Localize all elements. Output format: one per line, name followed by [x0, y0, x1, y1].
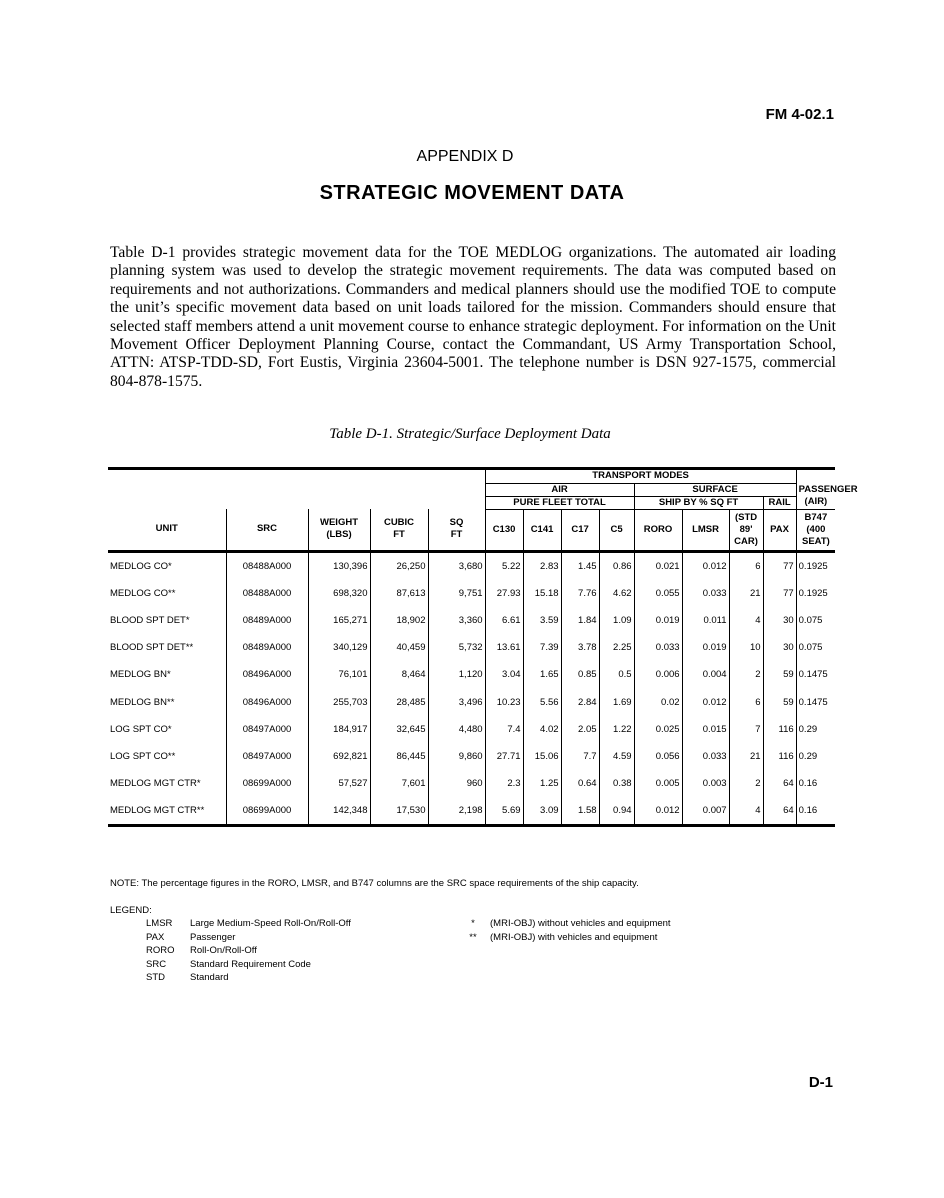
cell-sq: 3,496 — [428, 688, 485, 715]
cell-rail: 2 — [729, 770, 763, 797]
cell-c130: 6.61 — [485, 607, 523, 634]
cell-weight: 130,396 — [308, 551, 370, 580]
cell-c17: 1.45 — [561, 551, 599, 580]
cell-weight: 698,320 — [308, 580, 370, 607]
passenger-air-header: (AIR) — [796, 496, 835, 509]
cell-cubic: 86,445 — [370, 743, 428, 770]
cell-c5: 4.62 — [599, 580, 634, 607]
col-cubic: CUBIC FT — [370, 509, 428, 551]
cell-unit: MEDLOG BN* — [110, 669, 171, 681]
transport-modes-header: TRANSPORT MODES — [485, 469, 796, 484]
cell-c130: 3.04 — [485, 661, 523, 688]
col-b747: B747 (400 SEAT) — [796, 509, 835, 551]
cell-c130: 5.69 — [485, 797, 523, 826]
cell-pax: 77 — [763, 580, 796, 607]
cell-unit: MEDLOG CO* — [110, 560, 172, 572]
cell-roro: 0.033 — [634, 634, 682, 661]
appendix-label: APPENDIX D — [416, 148, 514, 165]
table-row — [108, 688, 835, 715]
cell-lmsr: 0.007 — [682, 797, 729, 826]
col-roro: RORO — [634, 509, 682, 551]
cell-lmsr: 0.033 — [682, 743, 729, 770]
cell-c130: 27.71 — [485, 743, 523, 770]
cell-sq: 5,732 — [428, 634, 485, 661]
cell-src: 08489A000 — [226, 607, 308, 634]
col-sq: SQ FT — [428, 509, 485, 551]
cell-c17: 2.84 — [561, 688, 599, 715]
col-rail-std: (STD 89' CAR) — [729, 509, 763, 551]
cell-unit: LOG SPT CO* — [110, 723, 172, 735]
cell-c141: 2.83 — [523, 551, 561, 580]
col-c130: C130 — [485, 509, 523, 551]
cell-lmsr: 0.012 — [682, 551, 729, 580]
col-src: SRC — [226, 509, 308, 551]
air-header: AIR — [485, 483, 634, 496]
cell-c141: 7.39 — [523, 634, 561, 661]
legend-item: PAX Passenger — [146, 931, 236, 943]
cell-roro: 0.005 — [634, 770, 682, 797]
cell-cubic: 8,464 — [370, 661, 428, 688]
cell-unit: MEDLOG MGT CTR** — [108, 797, 226, 826]
cell-c17: 1.58 — [561, 797, 599, 826]
cell-c141: 5.56 — [523, 688, 561, 715]
cell-c130: 10.23 — [485, 688, 523, 715]
cell-rail: 21 — [729, 743, 763, 770]
cell-weight: 692,821 — [308, 743, 370, 770]
cell-cubic: 87,613 — [370, 580, 428, 607]
cell-pax: 64 — [763, 770, 796, 797]
cell-roro: 0.025 — [634, 716, 682, 743]
cell-b747: 0.075 — [796, 634, 835, 661]
cell-sq: 2,198 — [428, 797, 485, 826]
cell-roro: 0.012 — [634, 797, 682, 826]
legend-item: STD Standard — [146, 972, 229, 984]
cell-roro: 0.02 — [634, 688, 682, 715]
table-row — [108, 551, 835, 580]
cell-cubic: 40,459 — [370, 634, 428, 661]
cell-src: 08497A000 — [226, 743, 308, 770]
cell-weight: 184,917 — [308, 716, 370, 743]
table-row — [108, 634, 835, 661]
passenger-header: PASSENGER — [796, 469, 835, 497]
cell-b747: 0.16 — [796, 797, 835, 826]
cell-c17: 0.64 — [561, 770, 599, 797]
col-unit: UNIT — [108, 509, 226, 551]
col-lmsr: LMSR — [682, 509, 729, 551]
cell-c17: 7.76 — [561, 580, 599, 607]
legend-marker-symbol: * — [471, 918, 475, 929]
cell-lmsr: 0.033 — [682, 580, 729, 607]
cell-c5: 2.25 — [599, 634, 634, 661]
cell-lmsr: 0.011 — [682, 607, 729, 634]
cell-unit: MEDLOG BN** — [110, 696, 175, 708]
cell-sq: 9,860 — [428, 743, 485, 770]
col-c5: C5 — [599, 509, 634, 551]
cell-cubic: 32,645 — [370, 716, 428, 743]
cell-c5: 0.94 — [599, 797, 634, 826]
cell-lmsr: 0.012 — [682, 688, 729, 715]
cell-unit: BLOOD SPT DET* — [110, 614, 190, 626]
cell-lmsr: 0.004 — [682, 661, 729, 688]
table-body — [108, 551, 835, 826]
cell-weight: 340,129 — [308, 634, 370, 661]
cell-c17: 7.7 — [561, 743, 599, 770]
cell-lmsr: 0.015 — [682, 716, 729, 743]
rail-header: RAIL — [763, 496, 796, 509]
cell-c5: 0.5 — [599, 661, 634, 688]
cell-src: 08699A000 — [226, 770, 308, 797]
cell-pax: 59 — [763, 688, 796, 715]
ship-by-sq-ft-header: SHIP BY % SQ FT — [634, 496, 763, 509]
cell-pax: 30 — [763, 607, 796, 634]
cell-weight: 57,527 — [308, 770, 370, 797]
cell-pax: 116 — [763, 743, 796, 770]
cell-unit: LOG SPT CO** — [110, 750, 176, 762]
cell-rail: 6 — [729, 551, 763, 580]
cell-pax: 59 — [763, 661, 796, 688]
cell-pax: 64 — [763, 797, 796, 826]
legend-marker-meaning: (MRI-OBJ) with vehicles and equipment — [490, 932, 658, 943]
table-row — [108, 716, 835, 743]
cell-roro: 0.019 — [634, 607, 682, 634]
table-row — [108, 770, 835, 797]
cell-c141: 15.06 — [523, 743, 561, 770]
cell-src: 08489A000 — [226, 634, 308, 661]
cell-rail: 10 — [729, 634, 763, 661]
cell-b747: 0.29 — [796, 743, 835, 770]
cell-unit: MEDLOG CO** — [110, 587, 176, 599]
table-row — [108, 661, 835, 688]
cell-pax: 116 — [763, 716, 796, 743]
cell-c5: 4.59 — [599, 743, 634, 770]
table-row — [108, 743, 835, 770]
table-row — [108, 797, 835, 826]
cell-src: 08496A000 — [226, 688, 308, 715]
document-id: FM 4-02.1 — [765, 106, 834, 123]
cell-roro: 0.006 — [634, 661, 682, 688]
cell-c17: 1.84 — [561, 607, 599, 634]
col-weight: WEIGHT (LBS) — [308, 509, 370, 551]
legend-marker-symbol: ** — [469, 932, 477, 943]
legend-item: RORO Roll-On/Roll-Off — [146, 945, 257, 957]
cell-c5: 0.86 — [599, 551, 634, 580]
pure-fleet-total-header: PURE FLEET TOTAL — [485, 496, 634, 509]
deployment-table — [108, 467, 858, 827]
legend-marker-meaning: (MRI-OBJ) without vehicles and equipment — [490, 918, 671, 929]
page-title: STRATEGIC MOVEMENT DATA — [319, 182, 625, 204]
cell-c5: 1.69 — [599, 688, 634, 715]
legend-item: LMSR Large Medium-Speed Roll-On/Roll-Off — [146, 918, 351, 929]
cell-b747: 0.075 — [796, 607, 835, 634]
cell-c141: 3.59 — [523, 607, 561, 634]
table-row — [108, 580, 835, 607]
cell-c141: 1.65 — [523, 661, 561, 688]
cell-sq: 9,751 — [428, 580, 485, 607]
table-row — [108, 607, 835, 634]
cell-cubic: 7,601 — [370, 770, 428, 797]
legend-label: LEGEND: — [110, 905, 152, 916]
cell-src: 08496A000 — [226, 661, 308, 688]
cell-roro: 0.021 — [634, 551, 682, 580]
cell-c130: 7.4 — [485, 716, 523, 743]
cell-sq: 3,680 — [428, 551, 485, 580]
cell-b747: 0.1475 — [796, 661, 835, 688]
cell-rail: 6 — [729, 688, 763, 715]
cell-c130: 2.3 — [485, 770, 523, 797]
cell-b747: 0.1475 — [796, 688, 835, 715]
cell-sq: 1,120 — [428, 661, 485, 688]
cell-unit: MEDLOG MGT CTR* — [110, 778, 201, 790]
cell-b747: 0.1925 — [796, 580, 835, 607]
table-note: NOTE: The percentage figures in the RORO, LMSR, and B747 columns are the SRC space requirements of the ship capacity. — [110, 878, 639, 889]
cell-src: 08497A000 — [226, 716, 308, 743]
cell-c17: 0.85 — [561, 661, 599, 688]
cell-cubic: 17,530 — [370, 797, 428, 826]
cell-weight: 76,101 — [308, 661, 370, 688]
cell-c5: 1.22 — [599, 716, 634, 743]
cell-cubic: 28,485 — [370, 688, 428, 715]
legend-item: SRC Standard Requirement Code — [146, 958, 311, 970]
cell-c17: 3.78 — [561, 634, 599, 661]
cell-src: 08488A000 — [226, 580, 308, 607]
cell-c141: 1.25 — [523, 770, 561, 797]
intro-paragraph: Table D-1 provides strategic movement data for the TOE MEDLOG organizations. The automated air loading planning system was used to develop the strategic movement requirements. The data was computed based on requirements and not authorizations. Commanders and medical planners should use the modified TOE to compute the unit’s specific movement data based on unit loads tailored for the mission. Commanders should ensure that selected staff members attend a unit movement course to enhance strategic deployment. For information on the Unit Movement Officer Deployment Planning Course, contact the Commandant, US Army Transportation School, ATTN: ATSP-TDD-SD, Fort Eustis, Virginia 23604-5001. The telephone number is DSN 927-1575, commercial 804-878-1575. — [110, 244, 836, 390]
cell-cubic: 26,250 — [370, 551, 428, 580]
cell-c141: 4.02 — [523, 716, 561, 743]
cell-sq: 4,480 — [428, 716, 485, 743]
cell-roro: 0.056 — [634, 743, 682, 770]
cell-c141: 3.09 — [523, 797, 561, 826]
deployment-table-container — [108, 467, 858, 827]
cell-roro: 0.055 — [634, 580, 682, 607]
cell-b747: 0.16 — [796, 770, 835, 797]
col-c141: C141 — [523, 509, 561, 551]
cell-weight: 165,271 — [308, 607, 370, 634]
col-c17: C17 — [561, 509, 599, 551]
cell-rail: 2 — [729, 661, 763, 688]
cell-sq: 3,360 — [428, 607, 485, 634]
cell-b747: 0.1925 — [796, 551, 835, 580]
cell-unit: BLOOD SPT DET** — [110, 642, 194, 654]
cell-c130: 13.61 — [485, 634, 523, 661]
cell-pax: 77 — [763, 551, 796, 580]
table-caption: Table D-1. Strategic/Surface Deployment Data — [329, 426, 611, 442]
cell-c130: 5.22 — [485, 551, 523, 580]
cell-rail: 21 — [729, 580, 763, 607]
cell-src: 08488A000 — [226, 551, 308, 580]
cell-sq: 960 — [428, 770, 485, 797]
cell-c141: 15.18 — [523, 580, 561, 607]
cell-rail: 4 — [729, 607, 763, 634]
cell-c5: 1.09 — [599, 607, 634, 634]
cell-c130: 27.93 — [485, 580, 523, 607]
cell-rail: 7 — [729, 716, 763, 743]
cell-rail: 4 — [729, 797, 763, 826]
cell-src: 08699A000 — [226, 797, 308, 826]
cell-weight: 255,703 — [308, 688, 370, 715]
surface-header: SURFACE — [634, 483, 796, 496]
cell-c5: 0.38 — [599, 770, 634, 797]
cell-b747: 0.29 — [796, 716, 835, 743]
col-pax: PAX — [763, 509, 796, 551]
cell-lmsr: 0.019 — [682, 634, 729, 661]
cell-lmsr: 0.003 — [682, 770, 729, 797]
cell-c17: 2.05 — [561, 716, 599, 743]
cell-weight: 142,348 — [308, 797, 370, 826]
cell-pax: 30 — [763, 634, 796, 661]
cell-cubic: 18,902 — [370, 607, 428, 634]
page-number: D-1 — [808, 1074, 833, 1091]
